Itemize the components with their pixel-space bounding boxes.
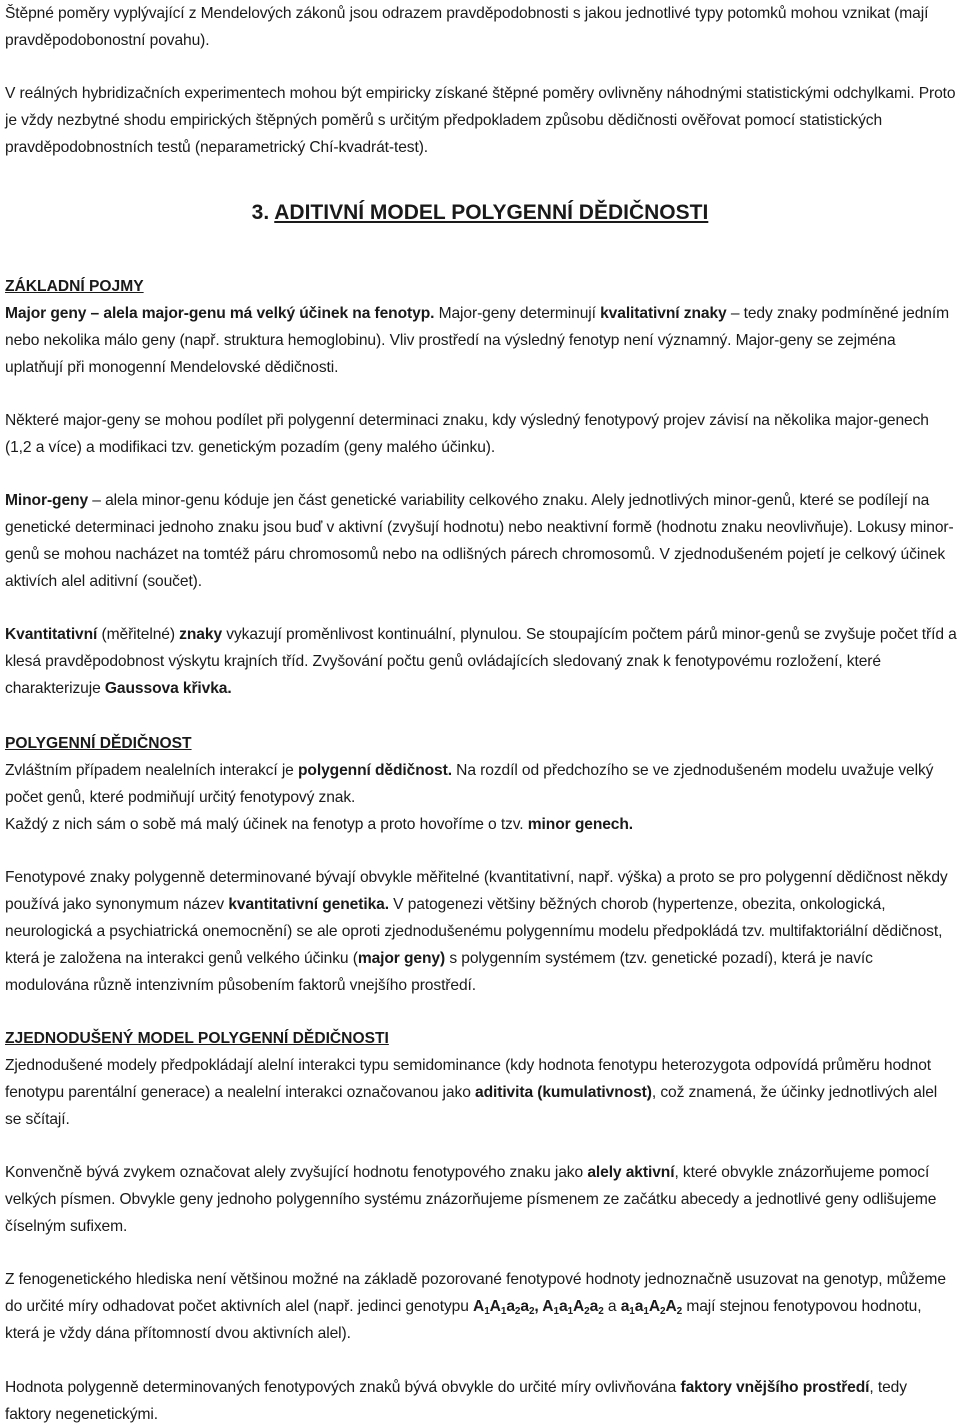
some-major-geny-paragraph: Některé major-geny se mohou podílet při polygenní determinaci znaku, kdy výsledný fenotypový projev závisí na několika major-genech (1,2 a více) a modifikaci tzv. genetickým pozadím (geny malého účinku). bbox=[5, 412, 929, 456]
polygenni-dedicnost-heading: POLYGENNÍ DĚDIČNOST bbox=[5, 735, 192, 752]
gaussova-krivka-term: Gaussova křivka. bbox=[104, 680, 232, 697]
minor-geny-term: Minor-geny bbox=[5, 492, 89, 509]
genotype-separator-2: a bbox=[603, 1298, 621, 1315]
aditivita-term: aditivita (kumulativnost) bbox=[475, 1084, 652, 1101]
polygenni-text-a: Zvláštním případem nealelních interakcí je bbox=[5, 762, 298, 779]
zjednoduseny-text-a: Zjednodušené modely předpokládají alelní interakci typu semidominance (kdy hodnota fenotypu heterozygota odpovídá průměru hodnot fenotypu parentální generace) a nealelní interakci označovanou jako bbox=[5, 1057, 932, 1101]
alely-aktivni-term: alely aktivní bbox=[587, 1164, 675, 1181]
major-text-b: – tedy znaky podmíněné jedním nebo nekolika málo geny (např. struktura hemoglobinu). Vliv prostředí na výsledný fenotyp není významný. Major-geny se zejména uplatňují při monogenní Mendelovské dědičnosti. bbox=[5, 305, 949, 376]
polygenni-dedicnost-term: polygenní dědičnost. bbox=[298, 762, 452, 779]
major-text-a: Major-geny determinují bbox=[434, 305, 601, 322]
section-title: ADITIVNÍ MODEL POLYGENNÍ DĚDIČNOSTI bbox=[274, 201, 709, 224]
zjednoduseny-paragraph-4 bbox=[5, 1374, 957, 1428]
genotype-2: $A_1a_1A_2a_2$ bbox=[542, 1298, 604, 1317]
genotype-3: $a_1a_1A_2A_2$ bbox=[620, 1298, 683, 1317]
intro-text-1: Štěpné poměry vyplývající z Mendelových zákonů jsou odrazem pravděpodobnosti s jakou jednotlivé typy potomků mohou vznikat (mají pravděpodobonostní povahu). bbox=[5, 5, 929, 49]
zjednoduseny-text-h: , tedy faktory negenetickými. bbox=[5, 1379, 907, 1423]
major-geny-term: Major geny bbox=[5, 305, 87, 322]
polygenni-text-e: V patogenezi většiny běžných chorob (hypertenze, obezita, onkologická, neurologická a psychiatrická onemocnění) se ale oproti zjednodušenému polygennímu modelu předpokládá tzv. multifaktoriální dědičnost, která je založena na interakci genů velkého účinku ( bbox=[5, 896, 943, 967]
zjednoduseny-text-b: , což znamená, že účinky jednotlivých alel se sčítají. bbox=[5, 1084, 938, 1128]
kvantitativni-term: Kvantitativní bbox=[5, 626, 98, 643]
zjednoduseny-text-e: Z fenogenetického hlediska není většinou možné na základě pozorované fenotypové hodnoty jednoznačně usuzovat na genotyp, můžeme do určité míry odhadovat počet aktivních alel (např. jedinci genotypu bbox=[5, 1271, 946, 1315]
genotype-separator-1: , bbox=[534, 1298, 543, 1315]
zjednoduseny-text-g: Hodnota polygenně determinovaných fenotypových znaků bývá obvykle do určité míry ovlivňována bbox=[5, 1379, 681, 1396]
section-number: 3. bbox=[251, 201, 270, 224]
zjednoduseny-text-c: Konvenčně bývá zvykem označovat alely zvyšující hodnotu fenotypového znaku jako bbox=[5, 1164, 588, 1181]
major-geny-paragraph bbox=[5, 300, 957, 381]
zjednoduseny-paragraph-2 bbox=[5, 1159, 957, 1240]
zjednoduseny-paragraph-3 bbox=[5, 1266, 957, 1347]
zjednoduseny-paragraph-1 bbox=[5, 1052, 957, 1133]
intro-paragraph-1 bbox=[5, 0, 957, 54]
faktory-prostredi-term: faktory vnějšího prostředí bbox=[680, 1379, 870, 1396]
kvantitativni-paragraph bbox=[5, 621, 957, 702]
zakladni-pojmy-heading: ZÁKLADNÍ POJMY bbox=[5, 278, 144, 295]
minor-geny-text: – alela minor-genu kóduje jen část genetické variability celkového znaku. Alely jednotlivých minor-genů, které se podílejí na genetické determinaci jednoho znaku jsou buď v aktivní (zvyšují hodnotu) nebo neaktivní formě (hodnotu znaku neovlivňuje). Lokusy minor-genů se mohou nacházet na tomtéž páru chromosomů nebo na odlišných párech chromosomů. V zjednodušeném pojetí je celkový účinek aktivích alel aditivní (součet). bbox=[5, 492, 954, 590]
minor-genech-term: minor genech. bbox=[527, 816, 634, 833]
polygenni-paragraph-2 bbox=[5, 864, 957, 999]
zjednoduseny-text-f: mají stejnou fenotypovou hodnotu, která je vždy dána přítomností dvou aktivních alel). bbox=[5, 1298, 922, 1342]
polygenni-paragraph-1 bbox=[5, 757, 957, 838]
polygenni-text-d: Fenotypové znaky polygenně determinované bývají obvykle měřitelné (kvantitativní, např. výška) a proto se pro polygenní dědičnost někdy používá jako synonymum název bbox=[5, 869, 948, 913]
polygenni-text-b: Na rozdíl od předchozího se ve zjednodušeném modelu uvažuje velký počet genů, které podmiňují určitý fenotypový znak. bbox=[5, 762, 934, 806]
znaky-term: znaky bbox=[179, 626, 223, 643]
section-3-heading bbox=[0, 198, 960, 228]
major-geny-term-2: major geny) bbox=[357, 950, 446, 967]
zjednoduseny-model-heading: ZJEDNODUŠENÝ MODEL POLYGENNÍ DĚDIČNOSTI bbox=[5, 1030, 389, 1047]
minor-geny-paragraph bbox=[5, 487, 957, 595]
major-geny-definition: – alela major-genu má velký účinek na fenotyp. bbox=[86, 305, 435, 322]
genotype-1: $A_1A_1a_2a_2$ bbox=[473, 1298, 535, 1317]
kvantitativni-paren: (měřitelné) bbox=[97, 626, 180, 643]
polygenni-text-f: s polygenním systémem (tzv. genetické pozadí), která je navíc modulována různě intenzivním působením faktorů vnejšího prostředí. bbox=[5, 950, 873, 994]
kvalitativni-znaky-term: kvalitativní znaky bbox=[600, 305, 727, 322]
zjednoduseny-text-d: , které obvykle znázorňujeme pomocí velkých písmen. Obvykle geny jednoho polygenního systému znázorňujeme písmenem ze začátku abecedy a jednotlivé geny odlišujeme číselným sufixem. bbox=[5, 1164, 937, 1235]
kvantitativni-genetika-term: kvantitativní genetika. bbox=[228, 896, 389, 913]
kvantitativni-text: vykazují proměnlivost kontinuální, plynulou. Se stoupajícím počtem párů minor-genů se zvyšuje počet tříd a klesá pravděpodobnost výskytu krajních tříd. Zvyšování počtu genů ovládajících sledovaný znak k fenotypovému rozložení, které charakterizuje bbox=[5, 626, 957, 697]
polygenni-text-c: Každý z nich sám o sobě má malý účinek na fenotyp a proto hovoříme o tzv. bbox=[5, 816, 528, 833]
intro-paragraph-2 bbox=[5, 80, 957, 161]
intro-text-2: V reálných hybridizačních experimentech mohou být empiricky získané štěpné poměry ovlivněny náhodnými statistickými odchylkami. Proto je vždy nezbytné shodu empirických štěpných poměrů s určitým předpokladem způsobu dědičnosti ověřovat pomocí statistických pravděpodobnostních testů (neparametrický Chí-kvadrát-test). bbox=[5, 85, 956, 156]
